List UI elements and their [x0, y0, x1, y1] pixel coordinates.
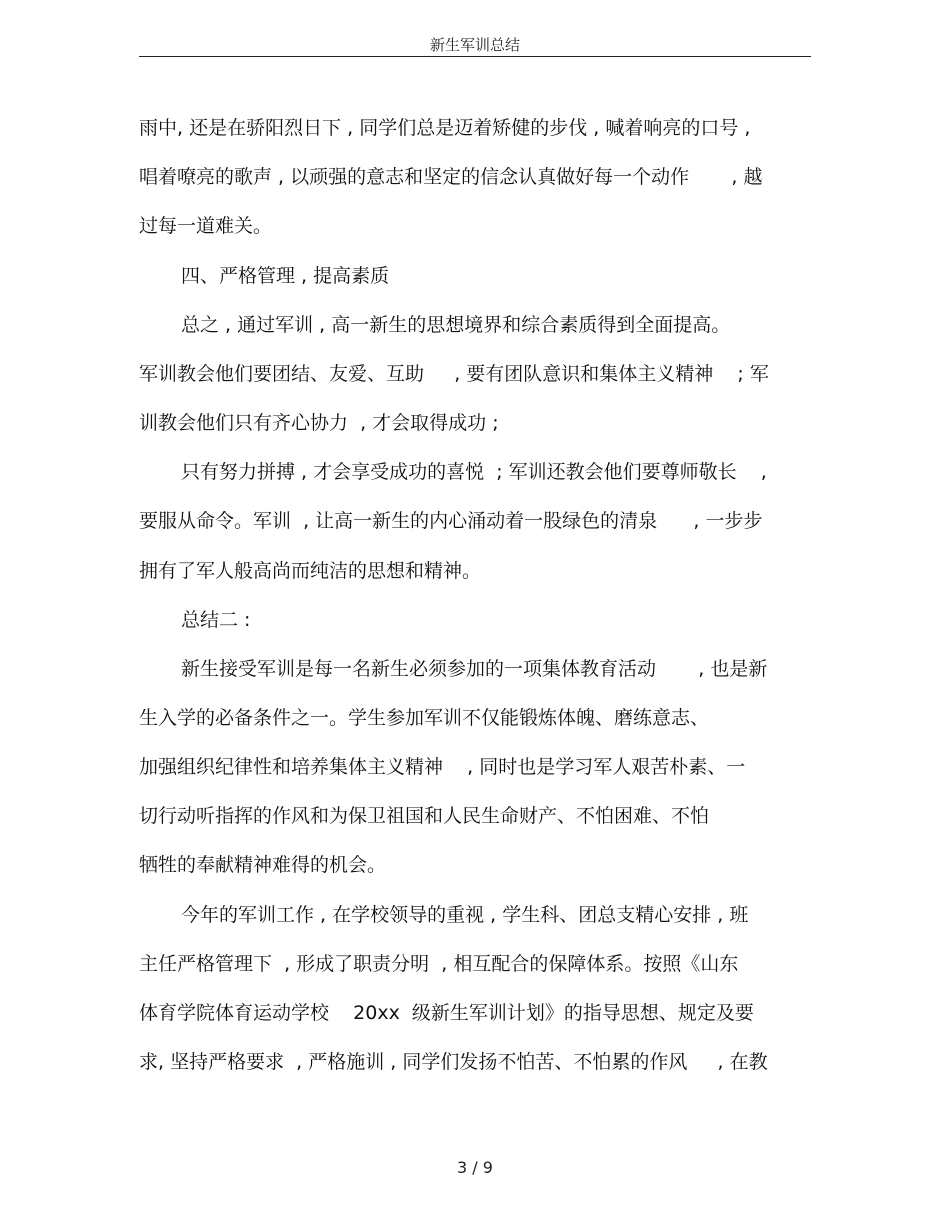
section-heading: 四、严格管理 , 提高素质	[181, 265, 390, 287]
text-line: 拥有了军人般高尚而纯洁的思想和精神。	[139, 560, 482, 582]
text-line: 军训教会他们要团结、友爱、互助 , 要有团队意识和集体主义精神 ; 军	[139, 363, 769, 385]
text-line: 总之 , 通过军训 , 高一新生的思想境界和综合素质得到全面提高。	[181, 314, 731, 336]
text-line: 雨中, 还是在骄阳烈日下 , 同学们总是迈着矫健的步伐 , 喊着响亮的口号 ,	[139, 117, 751, 139]
header-divider	[139, 56, 811, 57]
text-line: 今年的军训工作 , 在学校领导的重视 , 学生科、团总支精心安排 , 班	[181, 904, 749, 926]
text-line: 体育学院体育运动学校 20xx 级新生军训计划》的指导思想、规定及要	[139, 1002, 754, 1024]
page-header-title: 新生军训总结	[429, 36, 520, 54]
text-line: 要服从命令。军训 , 让高一新生的内心涌动着一股绿色的清泉 , 一步步	[139, 510, 763, 532]
text-line: 牺牲的奉献精神难得的机会。	[139, 854, 387, 876]
text-line: 加强组织纪律性和培养集体主义精神 , 同时也是学习军人艰苦朴素、一	[139, 756, 746, 778]
text-line: 主任严格管理下 , 形成了职责分明 , 相互配合的保障体系。按照《山东	[139, 953, 739, 975]
section-heading: 总结二 :	[181, 609, 251, 631]
text-line: 只有努力拼搏 , 才会享受成功的喜悦 ; 军训还教会他们要尊师敬长 ,	[181, 461, 767, 483]
text-line: 求, 坚持严格要求 , 严格施训 , 同学们发扬不怕苦、不怕累的作风 , 在教	[139, 1051, 768, 1073]
text-line: 切行动听指挥的作风和为保卫祖国和人民生命财产、不怕困难、不怕	[139, 805, 710, 827]
page-number: 3 / 9	[457, 1158, 493, 1177]
text-line: 唱着嘹亮的歌声 , 以顽强的意志和坚定的信念认真做好每一个动作 , 越	[139, 166, 763, 188]
text-line: 训教会他们只有齐心协力 , 才会取得成功 ;	[139, 412, 499, 434]
text-line: 新生接受军训是每一名新生必须参加的一项集体教育活动 , 也是新	[181, 658, 768, 680]
text-line: 过每一道难关。	[139, 215, 273, 237]
text-line: 生入学的必备条件之一。学生参加军训不仅能锻炼体魄、磨练意志、	[139, 707, 710, 729]
